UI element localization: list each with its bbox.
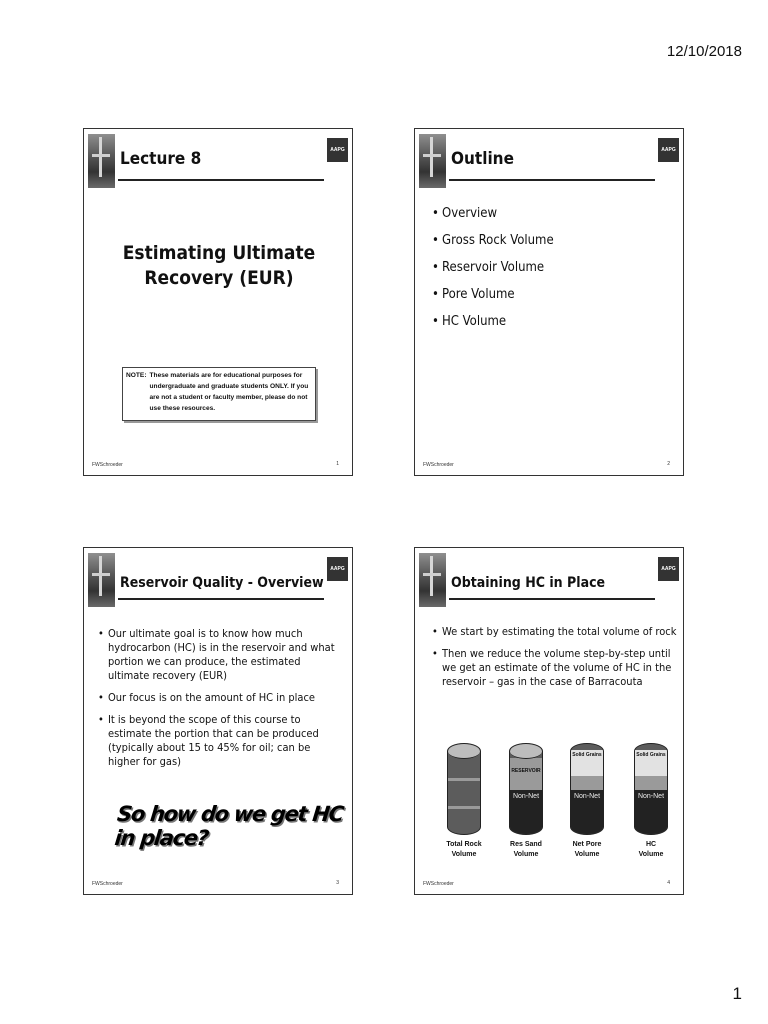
- barrel-net-pore-icon: [570, 743, 604, 835]
- bullet-list: [98, 627, 344, 777]
- caption-line: Total Rock: [446, 841, 482, 848]
- title-underline: [449, 598, 655, 600]
- list-item: • Reservoir Volume: [432, 260, 554, 275]
- heading-line-1: Estimating Ultimate: [122, 242, 316, 264]
- bullet-list: [432, 625, 678, 697]
- caption-line: Volume: [574, 851, 600, 858]
- caption-line: Res Sand: [510, 841, 542, 848]
- note-label: NOTE:: [126, 372, 147, 379]
- solid-grains-label: Solid Grains: [572, 752, 602, 758]
- caption-line: Net Pore: [572, 841, 602, 848]
- list-item: • It is beyond the scope of this course to estimate the portion that can be produced (typically about 15 to 45% for oil; can be higher for gas): [98, 713, 344, 769]
- list-item: • Our focus is on the amount of HC in place: [98, 691, 344, 705]
- slide-thumbnail-3: [83, 547, 353, 895]
- title-underline: [118, 179, 324, 181]
- lecture-heading: [104, 241, 334, 290]
- title-underline: [118, 598, 324, 600]
- oil-rig-image: [419, 134, 446, 188]
- slide-author: FWSchroeder: [423, 462, 454, 468]
- heading-line-2: Recovery (EUR): [144, 266, 294, 289]
- slide-title: Lecture 8: [120, 149, 202, 169]
- barrel-hc-icon: [634, 743, 668, 835]
- caption-hc: [621, 840, 681, 860]
- slide-thumbnail-2: [414, 128, 684, 476]
- non-net-label: Non-Net: [637, 793, 665, 800]
- caption-total-rock: [434, 840, 494, 860]
- caption-net-pore: [557, 840, 617, 860]
- barrel-total-rock-icon: [447, 743, 481, 835]
- list-item: • We start by estimating the total volume of rock: [432, 625, 678, 639]
- caption-line: Volume: [451, 851, 477, 858]
- note-box: [122, 367, 316, 421]
- list-item: • HC Volume: [432, 314, 554, 329]
- solid-grains-label: Solid Grains: [636, 752, 666, 758]
- title-underline: [449, 179, 655, 181]
- reservoir-label: RESERVOIR: [511, 768, 541, 774]
- slide-number: 4: [667, 880, 670, 886]
- aapg-logo: AAPG: [327, 557, 348, 581]
- slide-number: 3: [336, 880, 339, 886]
- oil-rig-image: [419, 553, 446, 607]
- caption-line: Volume: [638, 851, 664, 858]
- caption-line: HC: [645, 841, 657, 848]
- slide-thumbnail-4: [414, 547, 684, 895]
- non-net-label: Non-Net: [512, 793, 540, 800]
- oil-rig-image: [88, 553, 115, 607]
- list-item: • Gross Rock Volume: [432, 233, 554, 248]
- slide-title: Outline: [451, 149, 514, 169]
- slide-number: 2: [667, 461, 670, 467]
- slide-thumbnail-1: [83, 128, 353, 476]
- note-text: These materials are for educational purposes for undergraduate and graduate students ONLY. If you are not a student or faculty member, please do not use these resources.: [149, 372, 309, 412]
- slide-title: Reservoir Quality - Overview: [120, 575, 324, 591]
- outline-list: [432, 206, 554, 341]
- list-item: • Then we reduce the volume step-by-step until we get an estimate of the volume of HC in the reservoir – gas in the case of Barracouta: [432, 647, 678, 689]
- slide-author: FWSchroeder: [423, 881, 454, 887]
- slide-number: 1: [336, 461, 339, 467]
- list-item: • Pore Volume: [432, 287, 554, 302]
- caption-line: Volume: [513, 851, 539, 858]
- slide-author: FWSchroeder: [92, 462, 123, 468]
- page-number: 1: [732, 984, 742, 1003]
- list-item: • Our ultimate goal is to know how much hydrocarbon (HC) is in the reservoir and what portion we can produce, the estimated ultimate recovery (EUR): [98, 627, 344, 683]
- slide-title: Obtaining HC in Place: [451, 575, 606, 591]
- oil-rig-image: [88, 134, 115, 188]
- tagline-text: So how do we get HC in place?: [113, 802, 345, 850]
- aapg-logo: AAPG: [327, 138, 348, 162]
- slide-author: FWSchroeder: [92, 881, 123, 887]
- page-date: 12/10/2018: [666, 43, 742, 60]
- aapg-logo: AAPG: [658, 138, 679, 162]
- barrel-res-sand-icon: [509, 743, 543, 835]
- non-net-label: Non-Net: [573, 793, 601, 800]
- caption-res-sand: [496, 840, 556, 860]
- aapg-logo: AAPG: [658, 557, 679, 581]
- list-item: • Overview: [432, 206, 554, 221]
